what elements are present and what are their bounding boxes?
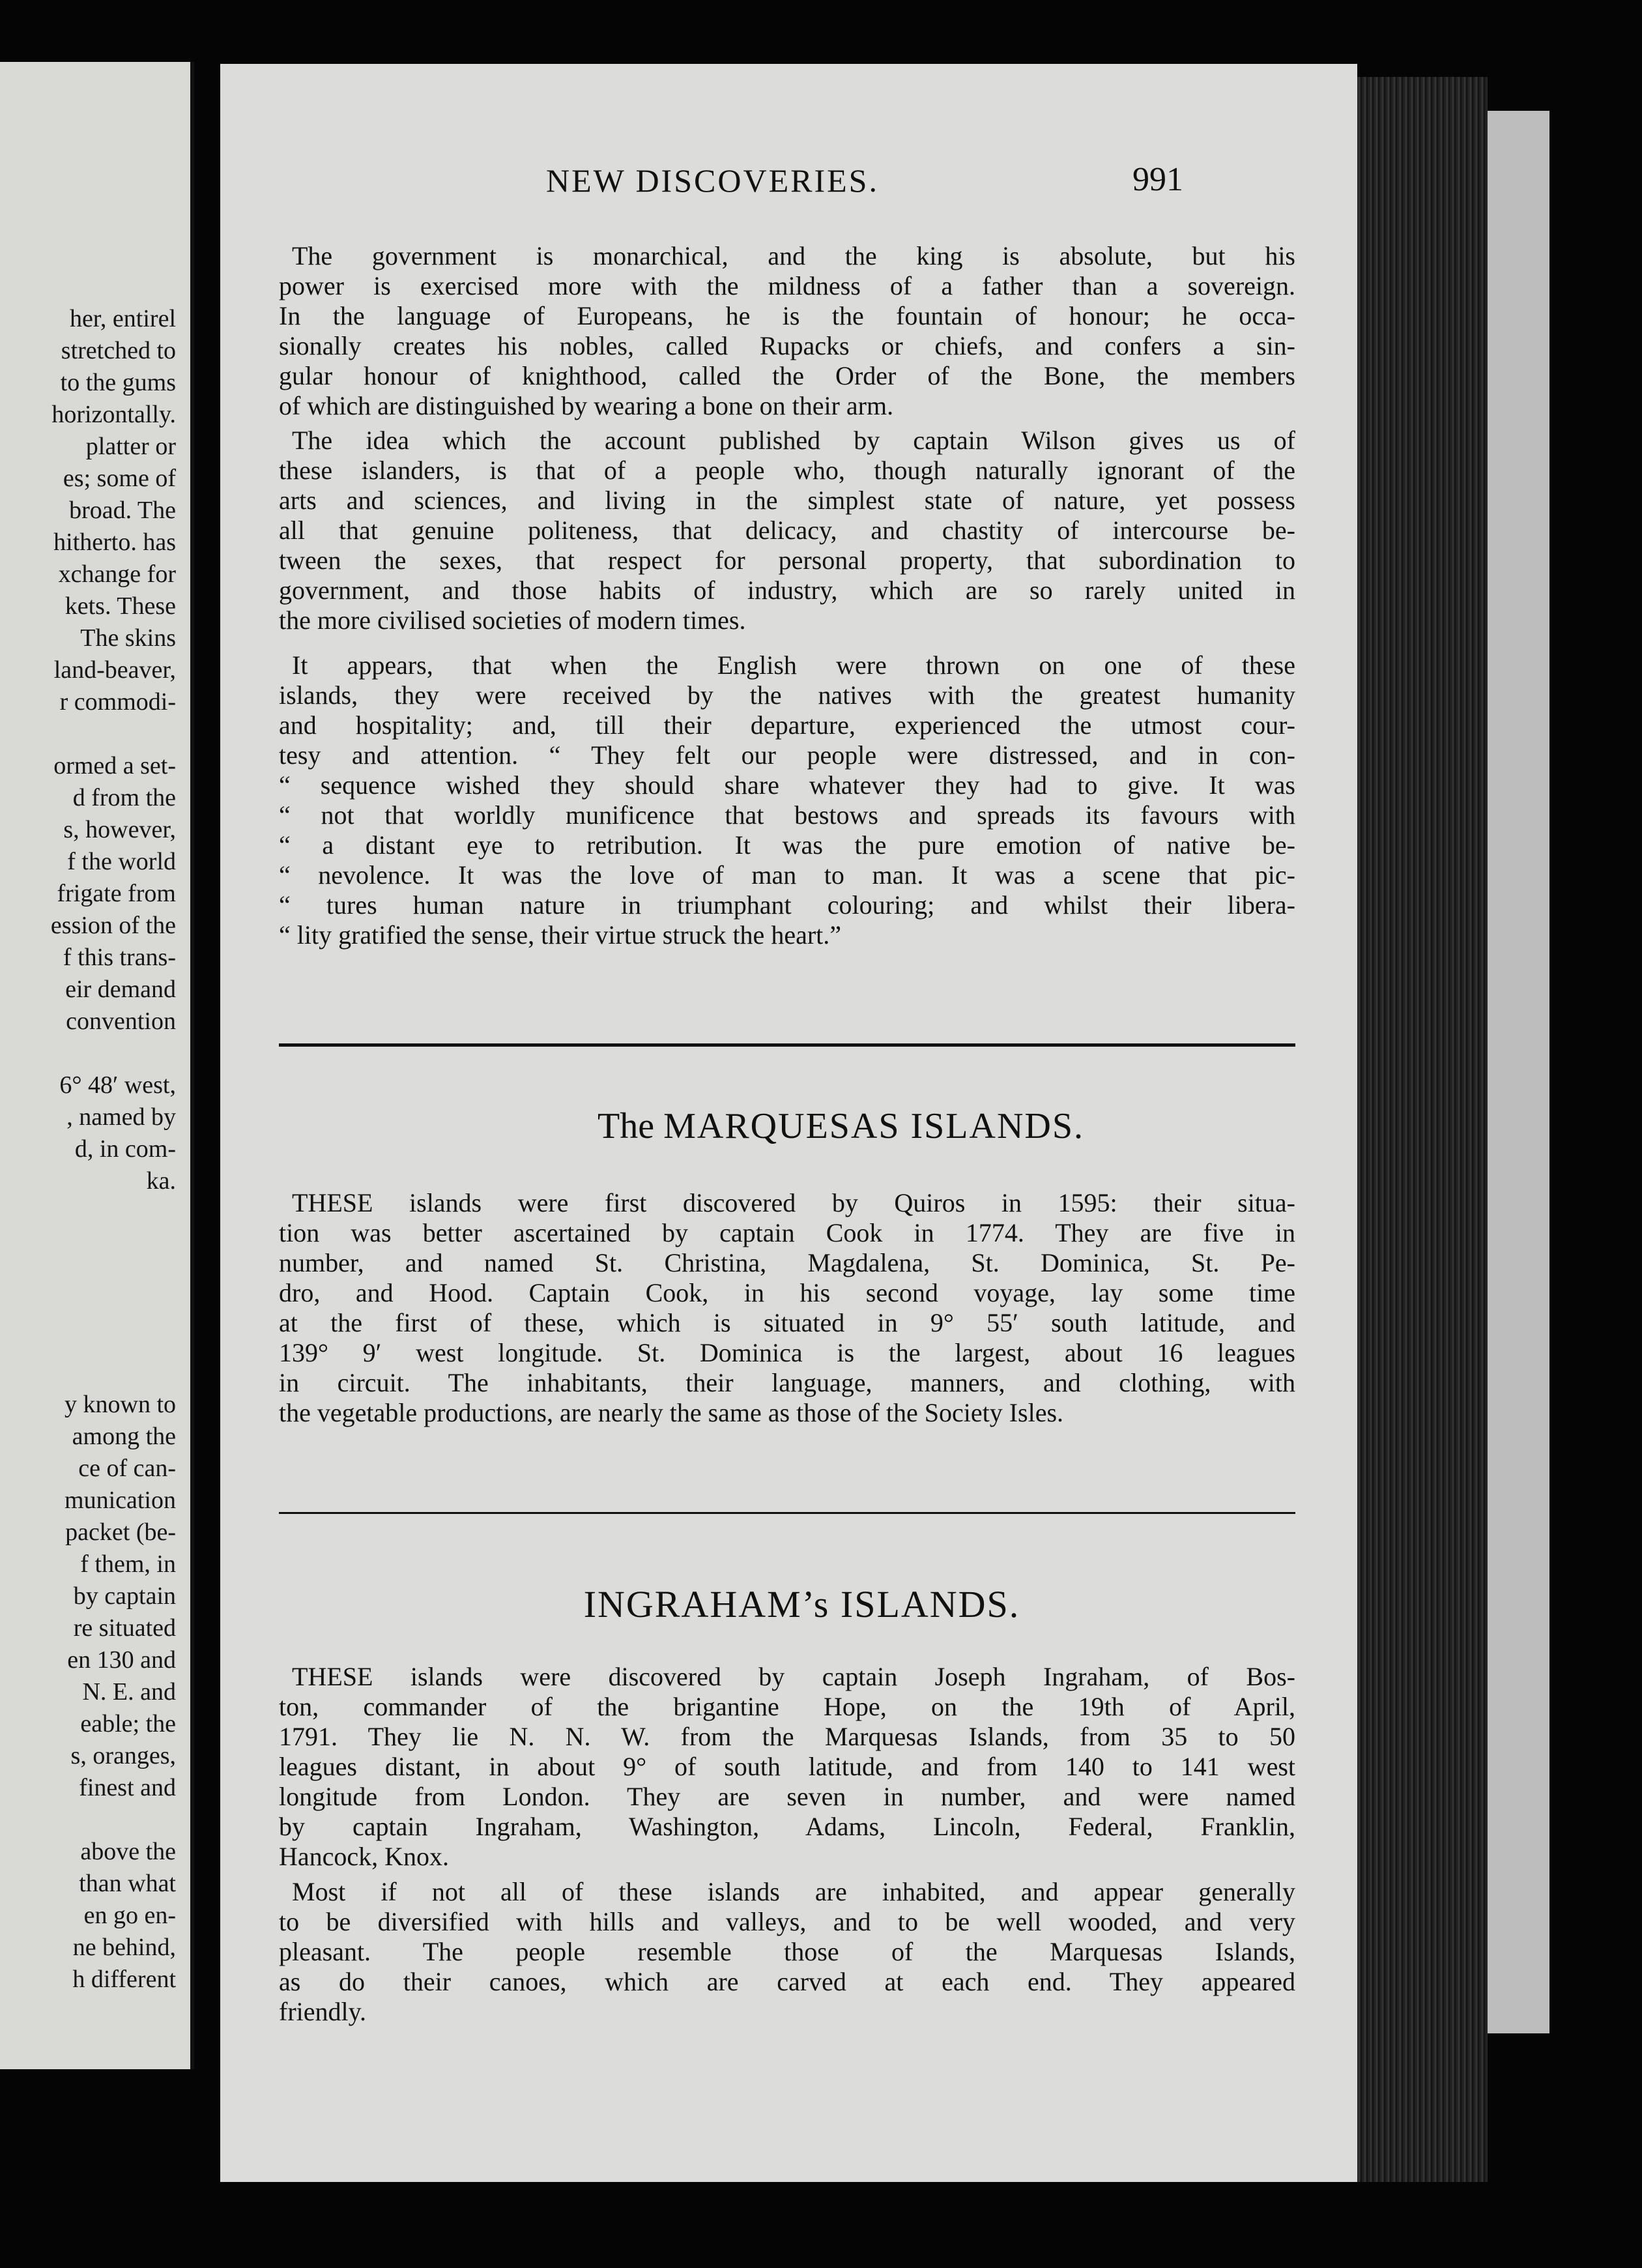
text-line: arts and sciences, and living in the simplest state of nature, yet possess [279, 486, 1295, 515]
text-line: “ a distant eye to retribution. It was the pure emotion of native be- [279, 830, 1295, 860]
left-page-line: to the gums [60, 369, 176, 396]
left-page-line: ormed a set- [53, 752, 176, 779]
text-line: all that genuine politeness, that delicacy, and chastity of intercourse be- [279, 516, 1295, 545]
left-page-line: hitherto. has [53, 529, 176, 556]
text-line: sionally creates his nobles, called Rupacks or chiefs, and confers a sin- [279, 331, 1295, 360]
text-line: 139° 9′ west longitude. St. Dominica is the largest, about 16 leagues [279, 1338, 1295, 1367]
left-page-line: stretched to [61, 337, 176, 364]
left-page-line: ce of can- [78, 1455, 176, 1482]
left-page-line: en 130 and [67, 1646, 176, 1674]
left-page-line: y known to [65, 1391, 176, 1418]
text-line: tesy and attention. “ They felt our people were distressed, and in con- [279, 740, 1295, 770]
text-line: The idea which the account published by captain Wilson gives us of [292, 426, 1295, 455]
left-page-line [0, 1293, 182, 1325]
text-line: longitude from London. They are seven in number, and were named [279, 1782, 1295, 1811]
text-line: in circuit. The inhabitants, their language, manners, and clothing, with [279, 1368, 1295, 1397]
text-line: Hancock, Knox. [279, 1842, 450, 1871]
left-page-line [0, 1229, 182, 1261]
text-line: The government is monarchical, and the king is absolute, but his [292, 241, 1295, 270]
left-page-line: xchange for [58, 560, 176, 588]
paragraph-english-reception [279, 650, 1295, 950]
left-page-line: her, entirel [69, 305, 176, 332]
left-page-line: eable; the [80, 1710, 176, 1737]
left-facing-page [0, 62, 194, 2069]
text-line: “ tures human nature in triumphant colouring; and whilst their libera- [279, 890, 1295, 920]
left-page-line [0, 1038, 182, 1069]
paragraph-government [279, 241, 1295, 421]
left-page-line: f them, in [80, 1550, 176, 1578]
text-line: and hospitality; and, till their departure, experienced the utmost cour- [279, 710, 1295, 740]
left-page-line: r commodi- [59, 688, 176, 716]
text-line: In the language of Europeans, he is the fountain of honour; he occa- [279, 301, 1295, 330]
left-page-line: d, in com- [74, 1135, 176, 1163]
book-fore-edge [1488, 111, 1549, 2033]
left-page-line: h different [72, 1966, 176, 1993]
left-page-line: d from the [72, 784, 176, 811]
text-line: as do their canoes, which are carved at each end. They appeared [279, 1967, 1295, 1996]
paragraph-marquesas [279, 1188, 1295, 1428]
left-page-line: broad. The [69, 497, 176, 524]
left-page-line: finest and [79, 1774, 176, 1801]
text-line: gular honour of knighthood, called the Order of the Bone, the members [279, 361, 1295, 390]
text-line: power is exercised more with the mildness of a father than a sovereign. [279, 271, 1295, 300]
paragraph-wilson-account [279, 426, 1295, 635]
left-page-line: land-beaver, [53, 656, 176, 684]
left-page-line: than what [79, 1870, 176, 1897]
text-line: by captain Ingraham, Washington, Adams, Lincoln, Federal, Franklin, [279, 1812, 1295, 1841]
text-line: “ nevolence. It was the love of man to man. It was a scene that pic- [279, 860, 1295, 890]
running-head-title: NEW DISCOVERIES. [546, 162, 879, 199]
text-line: tween the sexes, that respect for personal property, that subordination to [279, 545, 1295, 575]
left-page-line: among the [72, 1423, 176, 1450]
text-line: number, and named St. Christina, Magdalena, St. Dominica, St. Pe- [279, 1248, 1295, 1277]
section-rule [279, 1043, 1295, 1047]
text-line: government, and those habits of industry, which are so rarely united in [279, 575, 1295, 605]
left-page-line: munication [65, 1487, 176, 1514]
left-page-line: es; some of [63, 465, 176, 492]
paragraph-ingraham-discovery [279, 1662, 1295, 1872]
left-page-line: s, oranges, [70, 1742, 176, 1769]
left-page-line: horizontally. [51, 401, 176, 428]
text-line: THESE islands were first discovered by Quiros in 1595: their situa- [292, 1188, 1295, 1217]
text-line: “ sequence wished they should share whatever they had to give. It was [279, 770, 1295, 800]
text-line: 1791. They lie N. N. W. from the Marquesas Islands, from 35 to 50 [279, 1722, 1295, 1751]
left-page-text [0, 303, 182, 1996]
left-page-line: f this trans- [63, 944, 176, 971]
heading-ingraham: INGRAHAM’s ISLANDS. [583, 1583, 1020, 1625]
text-line: tion was better ascertained by captain Cook in 1774. They are five in [279, 1218, 1295, 1247]
text-line: at the first of these, which is situated in 9° 55′ south latitude, and [279, 1308, 1295, 1337]
left-page-line [0, 718, 182, 750]
left-page-line: ne behind, [72, 1934, 176, 1961]
left-page-line: N. E. and [82, 1678, 176, 1706]
text-line: the vegetable productions, are nearly the same as those of the Society Isles. [279, 1398, 1064, 1427]
main-page [220, 64, 1357, 2182]
left-page-line: s, however, [63, 816, 176, 843]
running-head [220, 162, 1357, 207]
left-page-line [0, 1197, 182, 1229]
text-line: THESE islands were discovered by captain Joseph Ingraham, of Bos- [292, 1662, 1295, 1691]
heading-marquesas-the: The [598, 1106, 655, 1146]
text-line: to be diversified with hills and valleys, and to be well wooded, and very [279, 1907, 1295, 1936]
text-line: the more civilised societies of modern times. [279, 605, 746, 635]
left-page-line: eir demand [65, 976, 176, 1003]
text-line: “ not that worldly munificence that bestows and spreads its favours with [279, 800, 1295, 830]
left-page-line: , named by [66, 1103, 176, 1131]
text-line: pleasant. The people resemble those of the Marquesas Islands, [279, 1937, 1295, 1966]
left-page-line: kets. These [65, 592, 176, 620]
heading-marquesas-title: MARQUESAS ISLANDS. [663, 1106, 1084, 1146]
text-line: friendly. [279, 1997, 367, 2026]
text-line: islands, they were received by the natives with the greatest humanity [279, 680, 1295, 710]
text-line: of which are distinguished by wearing a bone on their arm. [279, 391, 894, 420]
section-rule [279, 1512, 1295, 1514]
left-page-line [0, 1261, 182, 1293]
text-line: dro, and Hood. Captain Cook, in his second voyage, lay some time [279, 1278, 1295, 1307]
left-page-line: by captain [73, 1582, 176, 1610]
left-page-line: ession of the [50, 912, 176, 939]
left-page-line: re situated [73, 1614, 176, 1642]
left-page-line [0, 1804, 182, 1836]
left-page-line: 6° 48′ west, [59, 1071, 176, 1099]
left-page-line: frigate from [57, 880, 176, 907]
text-line: Most if not all of these islands are inhabited, and appear generally [292, 1877, 1295, 1906]
page-number: 991 [1132, 161, 1183, 198]
text-line: these islanders, is that of a people who, though naturally ignorant of the [279, 456, 1295, 485]
paragraph-ingraham-description [279, 1877, 1295, 2027]
left-page-line: The skins [80, 624, 176, 652]
left-page-line: convention [66, 1008, 176, 1035]
left-page-line [0, 1325, 182, 1357]
left-page-line: packet (be- [65, 1519, 176, 1546]
text-line: leagues distant, in about 9° of south latitude, and from 140 to 141 west [279, 1752, 1295, 1781]
left-page-line: ka. [146, 1167, 176, 1195]
text-line: It appears, that when the English were thrown on one of these [292, 650, 1295, 680]
text-line: “ lity gratified the sense, their virtue struck the heart.” [279, 920, 842, 950]
left-page-line: f the world [67, 848, 176, 875]
left-page-line: en go en- [83, 1902, 176, 1929]
left-page-line: platter or [85, 433, 176, 460]
left-page-line [0, 1357, 182, 1389]
heading-marquesas [220, 1105, 1409, 1147]
left-page-line: above the [80, 1838, 176, 1865]
text-line: ton, commander of the brigantine Hope, on the 19th of April, [279, 1692, 1295, 1721]
